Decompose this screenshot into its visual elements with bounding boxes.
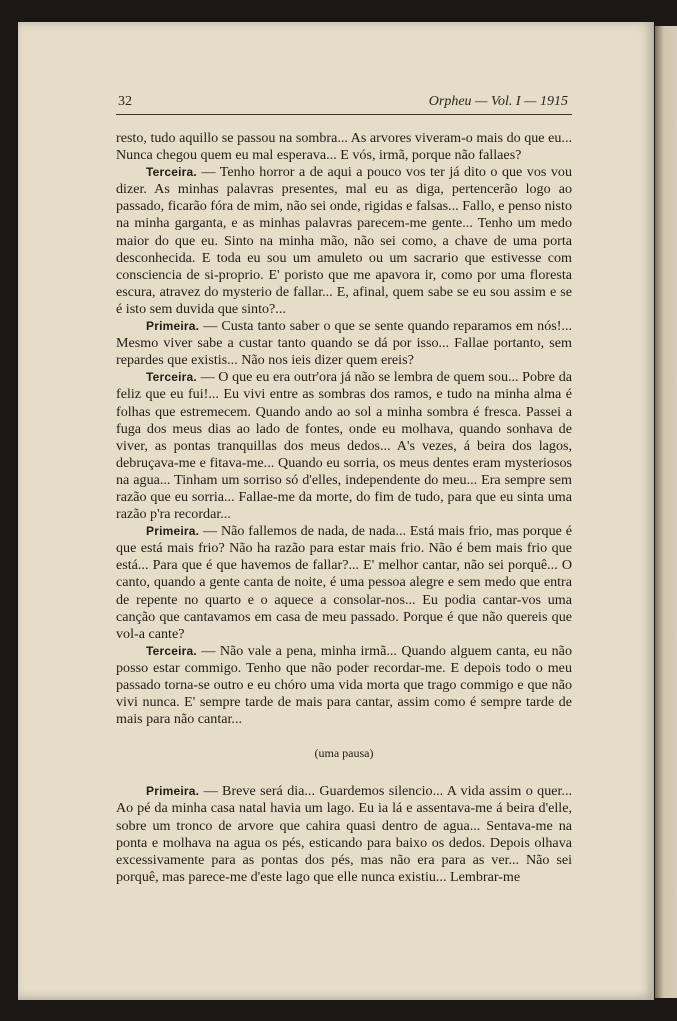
- speaker-name: Terceira.: [146, 643, 197, 658]
- running-head: Orpheu — Vol. I — 1915: [428, 94, 568, 109]
- paragraph: [116, 643, 572, 728]
- body-text: [116, 130, 572, 886]
- stage-direction: (uma pausa): [314, 746, 374, 761]
- speaker-name: Primeira.: [146, 319, 200, 334]
- paragraph: [116, 783, 572, 886]
- speech-text: — Não vale a pena, minha irmã... Quando alguem canta, eu não posso estar commigo. Tenho que não poder recordar-me. E depois todo o meu passado torna-se outro e eu chóro uma vida morta que trago commigo e que não vivi nunca. E' sempre tarde de mais para cantar, assim como é sempre tarde de mais para não cantar...: [116, 642, 572, 728]
- paragraph: [116, 318, 572, 369]
- speaker-name: Primeira.: [146, 784, 200, 799]
- paragraph: [116, 164, 572, 318]
- speech-text: — O que eu era outr'ora já não se lembra de quem sou... Pobre da feliz que eu fui!... Eu vivi entre as sombras dos ramos, e tudo na minha alma é folhas que estremecem. Quando ando ao sol a minha sombra é fresca. Passei a fuga dos meus dias ao lado de fontes, onde eu molhava, quando sonhava de viver, as pontas tranquillas dos meus dedos... A's vezes, á beira dos lagos, debruçava-me e fitava-me... Quando eu sorria, os meus dentes eram mysteriosos na agua... Tinham um sorriso só d'elles, independente do meu... Era sempre sem razão que eu sorria... Fallae-me da morte, do fim de tudo, para que eu sinta uma razão p'ra recordar...: [116, 369, 572, 523]
- paragraph: [116, 523, 572, 643]
- speaker-name: Terceira.: [146, 165, 197, 180]
- speech-text: — Breve será dia... Guardemos silencio... A vida assim o quer... Ao pé da minha casa natal havia um lago. Eu ia lá e assentava-me á beira d'elle, sobre um tronco de arvore que cahira quasi dentro de agua... Sentava-me na ponta e molhava na agua os pés, esticando para baixo os dedos. Depois olhava excessivamente para as pontas dos pés, mas não era para as ver... Não sei porquê, mas parece-me d'este lago que elle nunca existiu... Lembrar-me: [116, 783, 572, 885]
- page-number: 32: [118, 94, 132, 109]
- page-header: [116, 92, 572, 115]
- speech-text: — Custa tanto saber o que se sente quando reparamos em nós!... Mesmo viver sabe a custar tanto quando se dá por isso... Fallae portanto, sem repardes que existis... Não nos ieis dizer quem ereis?: [116, 318, 572, 369]
- speaker-name: Terceira.: [146, 370, 197, 385]
- paragraph: resto, tudo aquillo se passou na sombra... As arvores viveram-o mais do que eu... Nunca chegou quem eu mal esperava... E vós, irmã, porque não fallaes?: [116, 130, 572, 164]
- next-page-edge: [655, 26, 677, 998]
- speaker-name: Primeira.: [146, 524, 200, 539]
- speech-text: — Não fallemos de nada, de nada... Está mais frio, mas porque é que está mais frio? Não ha razão para estar mais frio. Não é bem mais frio que está... Para que é que havemos de fallar?... E' melhor cantar, não sei porquê... O canto, quando a gente canta de noite, é uma pessoa alegre e sem medo que entra de repente no quarto e o aquece a consolar-nos... Eu podia cantar-vos uma canção que cantavamos em casa de meu passado. Porque é que não quereis que vol-a cante?: [116, 523, 572, 642]
- speech-text: — Tenho horror a de aqui a pouco vos ter já dito o que vos vou dizer. As minhas palavras presentes, mal eu as diga, pertencerão logo ao passado, ficarão fóra de mim, não sei onde, rigidas e falsas... Fallo, e penso nisto na minha garganta, e as minhas palavras parecem-me gente... Tenho um medo maior do que eu. Sinto na minha mão, não sei como, a chave de uma porta desconhecida. E toda eu sou um amuleto ou um sacrario que estivesse com consciencia de si-proprio. E' poristo que me apavora ir, como por uma floresta escura, atravez do mysterio de fallar... E, afinal, quem sabe se eu sou assim e se é isto sem duvida que sinto?...: [116, 164, 572, 317]
- paragraph: [116, 369, 572, 523]
